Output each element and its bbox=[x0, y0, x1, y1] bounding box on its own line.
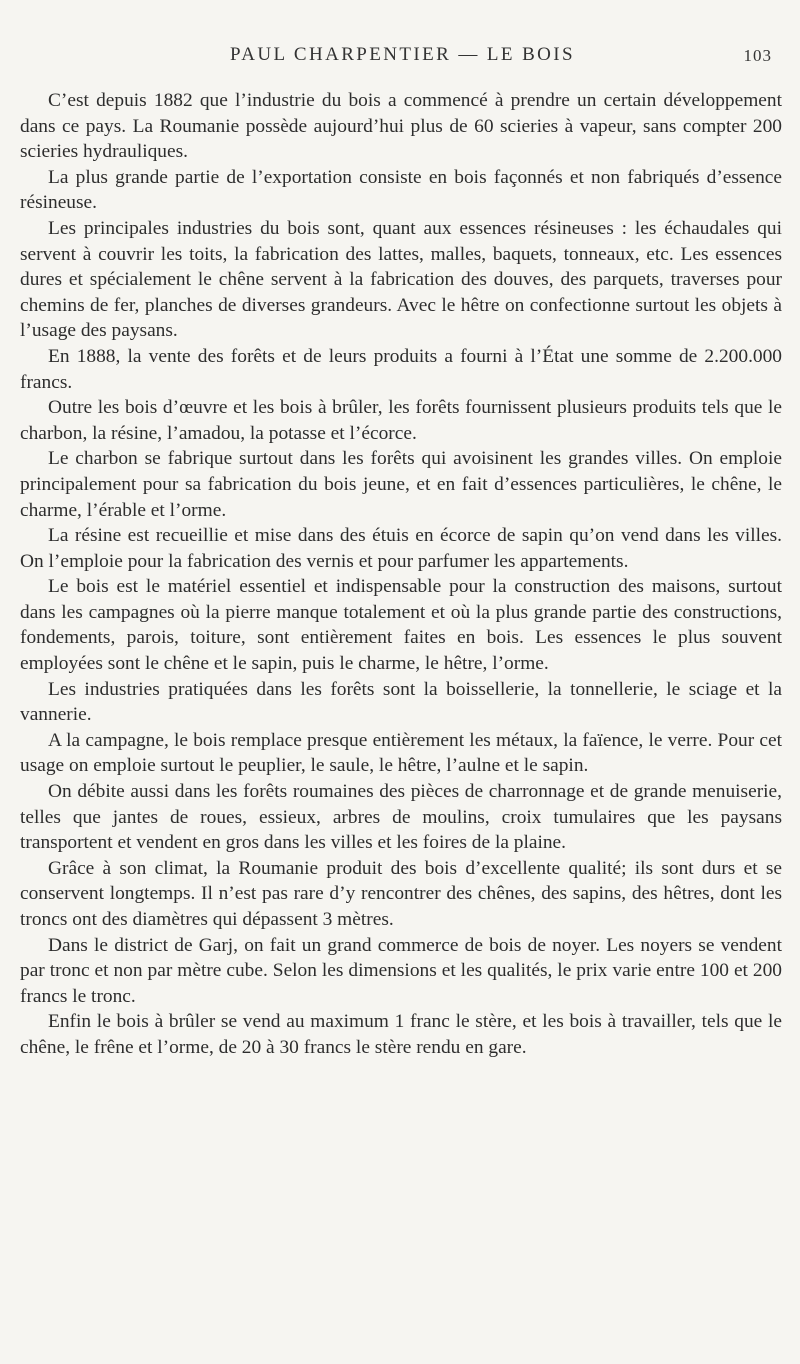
paragraph: Le bois est le matériel essentiel et indispensable pour la construction des maisons, surtout dans les campagnes où la pierre manque totalement et où la plus grande partie des constructions, fondements, parois, toiture, sont entièrement faites en bois. Les essences le plus souvent employées sont le chêne et le sapin, puis le charme, le hêtre, l’orme. bbox=[20, 576, 782, 675]
paragraph: La plus grande partie de l’exportation consiste en bois façonnés et non fabriqués d’essence résineuse. bbox=[20, 166, 782, 214]
paragraph: Le charbon se fabrique surtout dans les forêts qui avoisinent les grandes villes. On emploie principalement pour sa fabrication du bois jeune, et en fait d’essences particulières, le chêne, le charme, l’érable et l’orme. bbox=[20, 448, 782, 521]
paragraph: C’est depuis 1882 que l’industrie du bois a commencé à prendre un certain développement dans ce pays. La Roumanie possède aujourd’hui plus de 60 scieries à vapeur, sans compter 200 scieries hydrauliques. bbox=[20, 90, 782, 163]
paragraph: A la campagne, le bois remplace presque entièrement les métaux, la faïence, le verre. Pour cet usage on emploie surtout le peuplier, le saule, le hêtre, l’aulne et le sapin. bbox=[20, 729, 782, 777]
paragraph: Enfin le bois à brûler se vend au maximum 1 franc le stère, et les bois à travailler, tels que le chêne, le frêne et l’orme, de 20 à 30 francs le stère rendu en gare. bbox=[20, 1011, 782, 1058]
paragraph: Les principales industries du bois sont, quant aux essences résineuses : les échaudales qui servent à couvrir les toits, la fabrication des lattes, malles, baquets, tonneaux, etc. Les essences dures et spécialement le chêne servent à la fabrication des douves, des parquets, traverses pour chemins de fer, planches de diverses grandeurs. Avec le hêtre on confectionne surtout les objets à l’usage des paysans. bbox=[20, 217, 782, 342]
paragraph: Outre les bois d’œuvre et les bois à brûler, les forêts fournissent plusieurs produits tels que le charbon, la résine, l’amadou, la potasse et l’écorce. bbox=[20, 397, 782, 444]
page-header bbox=[0, 44, 800, 74]
paragraph: Les industries pratiquées dans les forêts sont la boissellerie, la tonnellerie, le sciage et la vannerie. bbox=[20, 678, 782, 726]
running-title: PAUL CHARPENTIER — LE BOIS bbox=[230, 44, 575, 65]
paragraph: Grâce à son climat, la Roumanie produit des bois d’excellente qualité; ils sont durs et se conservent longtemps. Il n’est pas rare d’y rencontrer des chênes, des sapins, des hêtres, dont les troncs ont des diamètres qui dépassent 3 mètres. bbox=[20, 857, 782, 930]
body-text bbox=[20, 88, 782, 1061]
paragraph: On débite aussi dans les forêts roumaines des pièces de charronnage et de grande menuiserie, telles que jantes de roues, essieux, arbres de moulins, croix tumulaires que les paysans transportent et vendent en gros dans les villes et les foires de la plaine. bbox=[20, 781, 782, 854]
paragraph: Dans le district de Garj, on fait un grand commerce de bois de noyer. Les noyers se vendent par tronc et non par mètre cube. Selon les dimensions et les qualités, le prix varie entre 100 et 200 francs le tronc. bbox=[20, 934, 782, 1007]
paragraph: En 1888, la vente des forêts et de leurs produits a fourni à l’État une somme de 2.200.000 francs. bbox=[20, 345, 782, 393]
paragraph: La résine est recueillie et mise dans des étuis en écorce de sapin qu’on vend dans les villes. On l’emploie pour la fabrication des vernis et pour parfumer les appartements. bbox=[20, 525, 782, 572]
page-number: 103 bbox=[743, 46, 772, 65]
